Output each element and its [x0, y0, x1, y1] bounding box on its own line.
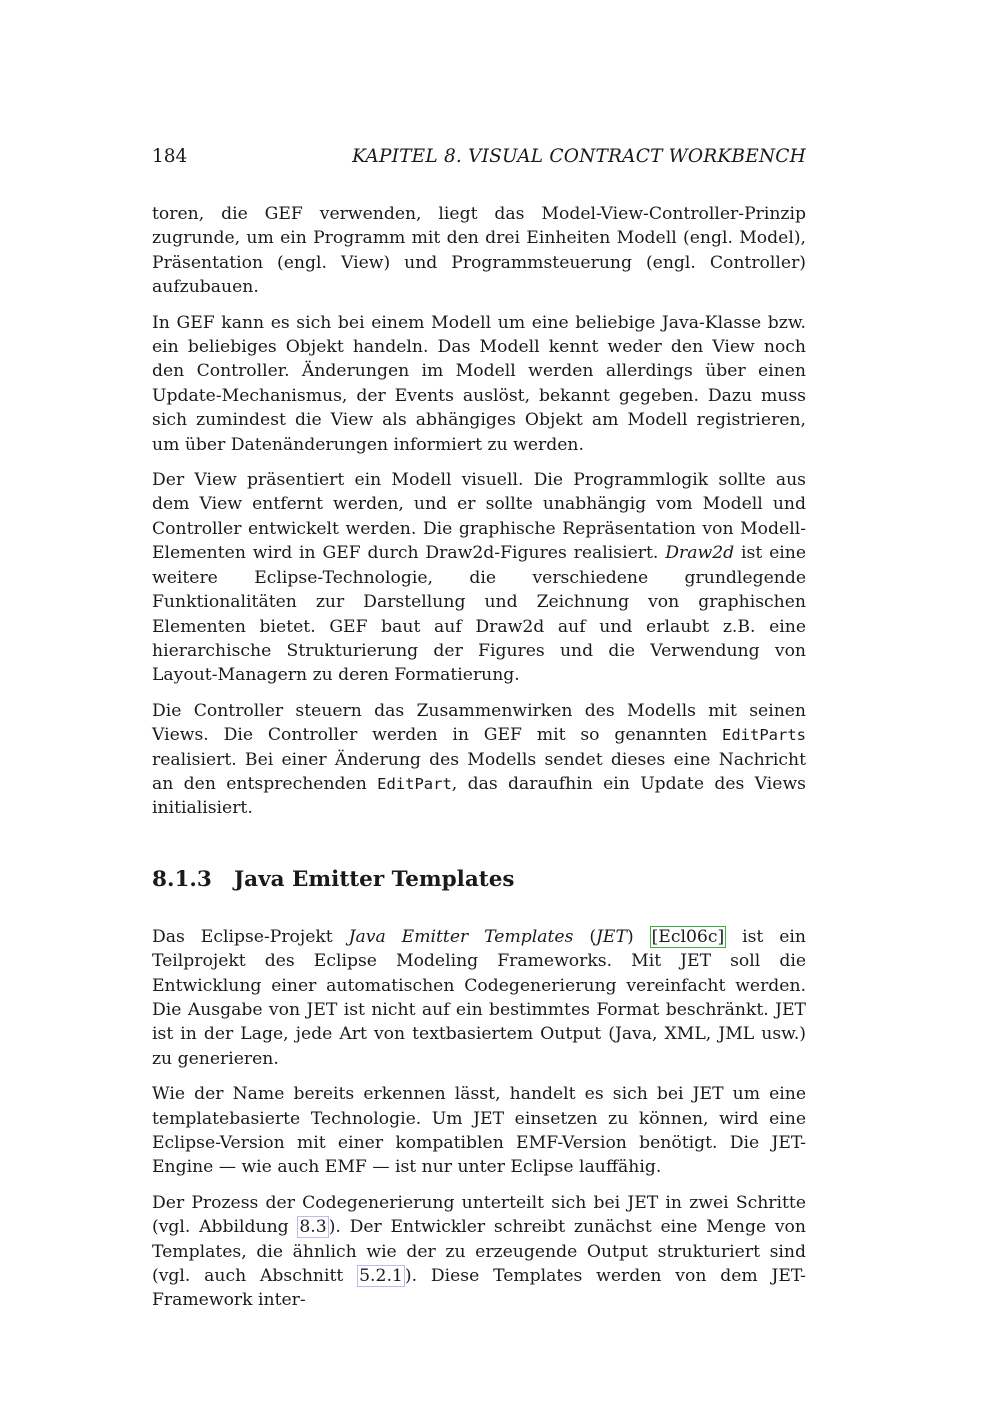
page: [152, 146, 806, 1324]
text-run: Der View präsentiert ein Modell visuell. Die Programmlogik sollte aus dem View entfernt werden, und er sollte unabhängig vom Modell und Controller entwickelt werden. Die graphische Repräsentation von Modell-Elementen wird in GEF durch Draw2d-Figures realisiert.: [152, 470, 806, 564]
text-run: ). Der Entwickler schreibt zunächst eine Menge von Templates, die ähnlich wie der zu erzeugende Output strukturiert sind (vgl. auch Abschnitt: [152, 1217, 806, 1287]
code-editparts: EditParts: [722, 726, 806, 745]
section-number: 8.1.3: [152, 866, 212, 892]
emphasis-jet-full: Java Emitter Templates: [348, 926, 574, 947]
paragraph-model: In GEF kann es sich bei einem Modell um eine beliebige Java-Klasse bzw. ein beliebiges Objekt handeln. Das Modell kennt weder den View noch den Controller. Änderungen im Modell werden allerdings über einen Update-Mechanismus, der Events auslöst, bekannt gegeben. Dazu muss sich zumindest die View als abhängiges Objekt am Modell registrieren, um über Datenänderungen informiert zu werden.: [152, 312, 806, 455]
paragraph-jet-intro: [152, 925, 806, 1071]
running-title: KAPITEL 8. VISUAL CONTRACT WORKBENCH: [352, 146, 806, 167]
emphasis-draw2d: Draw2d: [665, 543, 735, 564]
section-ref-link[interactable]: 5.2.1: [359, 1266, 403, 1287]
text-run: Der Prozess der Codegenerierung unterteilt sich bei JET in zwei Schritte (vgl. Abbildung: [152, 1192, 806, 1238]
section-heading: [152, 867, 806, 892]
running-header: [152, 146, 806, 176]
text-run: Die Controller steuern das Zusammenwirken des Modells mit seinen Views. Die Controller werden in GEF mit so genannten: [152, 700, 806, 746]
citation-link-ecl06c[interactable]: [Ecl06c]: [651, 926, 725, 947]
paragraph-view: [152, 468, 806, 688]
paragraph-jet-template: Wie der Name bereits erkennen lässt, handelt es sich bei JET um eine templatebasierte Technologie. Um JET einsetzen zu können, wird eine Eclipse-Version mit einer kompatiblen EMF-Version benötigt. Die JET-Engine — wie auch EMF — ist nur unter Eclipse lauffähig.: [152, 1084, 806, 1178]
text-run: Das Eclipse-Projekt: [152, 926, 349, 947]
text-run: , das daraufhin ein Update des Views initialisiert.: [152, 773, 806, 819]
text-run: ist ein Teilprojekt des Eclipse Modeling Frameworks. Mit JET soll die Entwicklung einer automatischen Codegenerierung vereinfacht werden. Die Ausgabe von JET ist nicht auf ein bestimmtes Format beschränkt. JET ist in der Lage, jede Art von textbasiertem Output (Java, XML, JML usw.) zu generieren.: [152, 926, 806, 1069]
page-number: 184: [152, 146, 188, 167]
text-run: ). Diese Templates werden von dem JET-Framework inter-: [152, 1266, 806, 1311]
text-run: ist eine weitere Eclipse-Technologie, die verschiedene grundlegende Funktionalitäten zur Darstellung und Zeichnung von graphischen Elementen bietet. GEF baut auf Draw2d auf und erlaubt z.B. eine hierarchische Strukturierung der Figures und die Verwendung von Layout-Managern zu deren Formatierung.: [152, 543, 806, 686]
code-editpart: EditPart: [377, 774, 452, 793]
section-title: Java Emitter Templates: [234, 866, 515, 892]
emphasis-jet: JET: [596, 926, 627, 947]
paragraph-jet-process: [152, 1191, 806, 1313]
text-run: (: [573, 926, 597, 947]
text-run: ): [626, 926, 650, 947]
text-run: realisiert. Bei einer Änderung des Modells sendet dieses eine Nachricht an den entsprechenden: [152, 749, 806, 794]
figure-ref-link[interactable]: 8.3: [299, 1217, 327, 1238]
paragraph-mvc-intro: toren, die GEF verwenden, liegt das Model-View-Controller-Prinzip zugrunde, um ein Programm mit den drei Einheiten Modell (engl. Model), Präsentation (engl. View) und Programmsteuerung (engl. Controller) aufzubauen.: [152, 204, 806, 298]
paragraph-controller: [152, 699, 806, 821]
